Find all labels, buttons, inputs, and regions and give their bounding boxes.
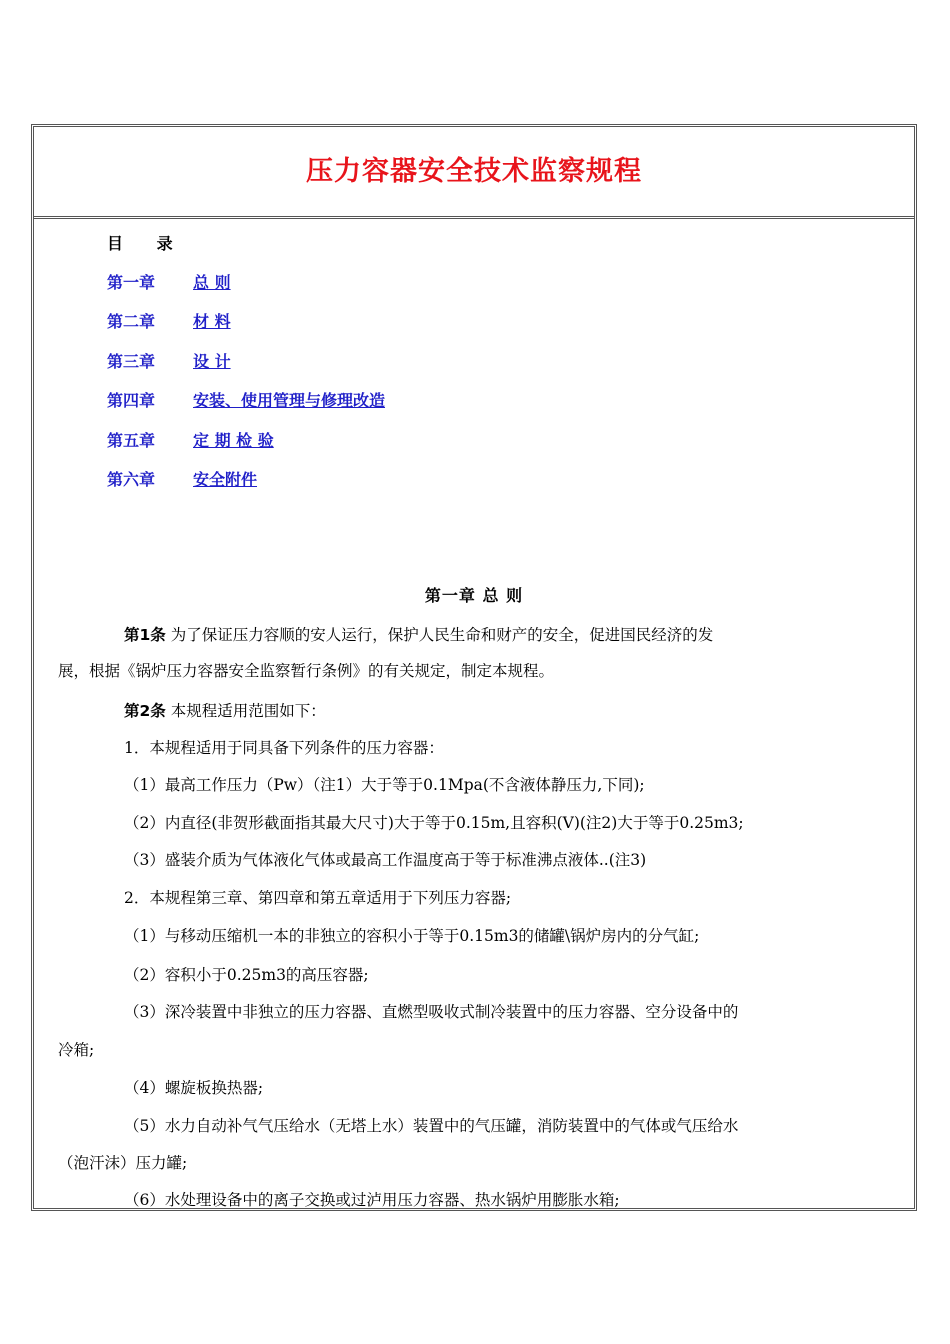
article-label: 第1条 (124, 626, 166, 644)
article-text: 本规程适用范围如下： (165, 702, 326, 720)
paragraph-1: 1．本规程适用于同具备下列条件的压力容器： (124, 739, 444, 757)
paragraph-2-item-5-line-2: （泡汗沫）压力罐; (58, 1154, 188, 1172)
article-label: 第2条 (124, 702, 166, 720)
paragraph-1-item-2: （2）内直径(非贺形截面指其最大尺寸)大于等于0.15m,且容积(V)(注2)大于等于0.25m3; (124, 814, 744, 832)
document-frame (31, 124, 917, 1211)
toc-chapter-name: 定 期 检 验 (193, 431, 274, 450)
toc-chapter-label: 第四章 (107, 391, 156, 410)
paragraph-2-item-5-line-1: （5）水力自动补气气压给水（无塔上水）装置中的气压罐，消防装置中的气体或气压给水 (124, 1117, 739, 1135)
toc-chapter-label: 第六章 (107, 470, 156, 489)
article-1-line-2: 展，根据《锅炉压力容器安全监察暂行条例》的有关规定，制定本规程。 (58, 662, 555, 680)
toc-chapter-label: 第五章 (107, 431, 156, 450)
toc-heading: 目 录 (107, 234, 187, 253)
toc-chapter-name: 材 料 (193, 312, 231, 331)
toc-link-chapter-1[interactable] (107, 270, 231, 293)
toc-link-chapter-6[interactable] (107, 467, 257, 490)
paragraph-2-item-1: （1）与移动压缩机一本的非独立的容积小于等于0.15m3的储罐\锅炉房内的分气缸; (124, 927, 700, 945)
paragraph-2-item-4: （4）螺旋板换热器; (124, 1079, 264, 1097)
toc-chapter-name: 安全附件 (193, 470, 258, 489)
toc-chapter-label: 第三章 (107, 352, 156, 371)
toc-link-chapter-4[interactable] (107, 388, 385, 411)
toc-chapter-label: 第一章 (107, 273, 156, 292)
toc-chapter-name: 安装、使用管理与修理改造 (193, 391, 386, 410)
toc-chapter-label: 第二章 (107, 312, 156, 331)
toc-link-chapter-3[interactable] (107, 349, 231, 372)
paragraph-2-item-6: （6）水处理设备中的离子交换或过泸用压力容器、热水锅炉用膨胀水箱; (124, 1191, 620, 1209)
toc-link-chapter-5[interactable] (107, 428, 274, 451)
paragraph-2: 2．本规程第三章、第四章和第五章适用于下列压力容器; (124, 889, 512, 907)
toc-chapter-name: 设 计 (193, 352, 231, 371)
paragraph-1-item-1: （1）最高工作压力（Pw）（注1）大于等于0.1Mpa(不含液体静压力,下同); (124, 776, 645, 794)
toc-link-chapter-2[interactable] (107, 309, 231, 332)
paragraph-2-item-3-line-1: （3）深冷装置中非独立的压力容器、直燃型吸收式制冷装置中的压力容器、空分设备中的 (124, 1003, 739, 1021)
article-1-line-1 (124, 623, 713, 645)
article-2-line (124, 699, 326, 721)
title-cell (34, 127, 914, 219)
paragraph-2-item-3-line-2: 冷箱; (58, 1041, 95, 1059)
paragraph-2-item-2: （2）容积小于0.25m3的高压容器; (124, 966, 369, 984)
document-title: 压力容器安全技术监察规程 (306, 156, 642, 187)
paragraph-1-item-3: （3）盛装介质为气体液化气体或最高工作温度高于等于标准沸点液体..(注3) (124, 851, 647, 869)
article-text: 为了保证压力容顺的安人运行，保护人民生命和财产的安全，促进国民经济的发 (165, 626, 714, 644)
chapter-title: 第一章 总 则 (424, 586, 524, 605)
toc-chapter-name: 总 则 (193, 273, 231, 292)
